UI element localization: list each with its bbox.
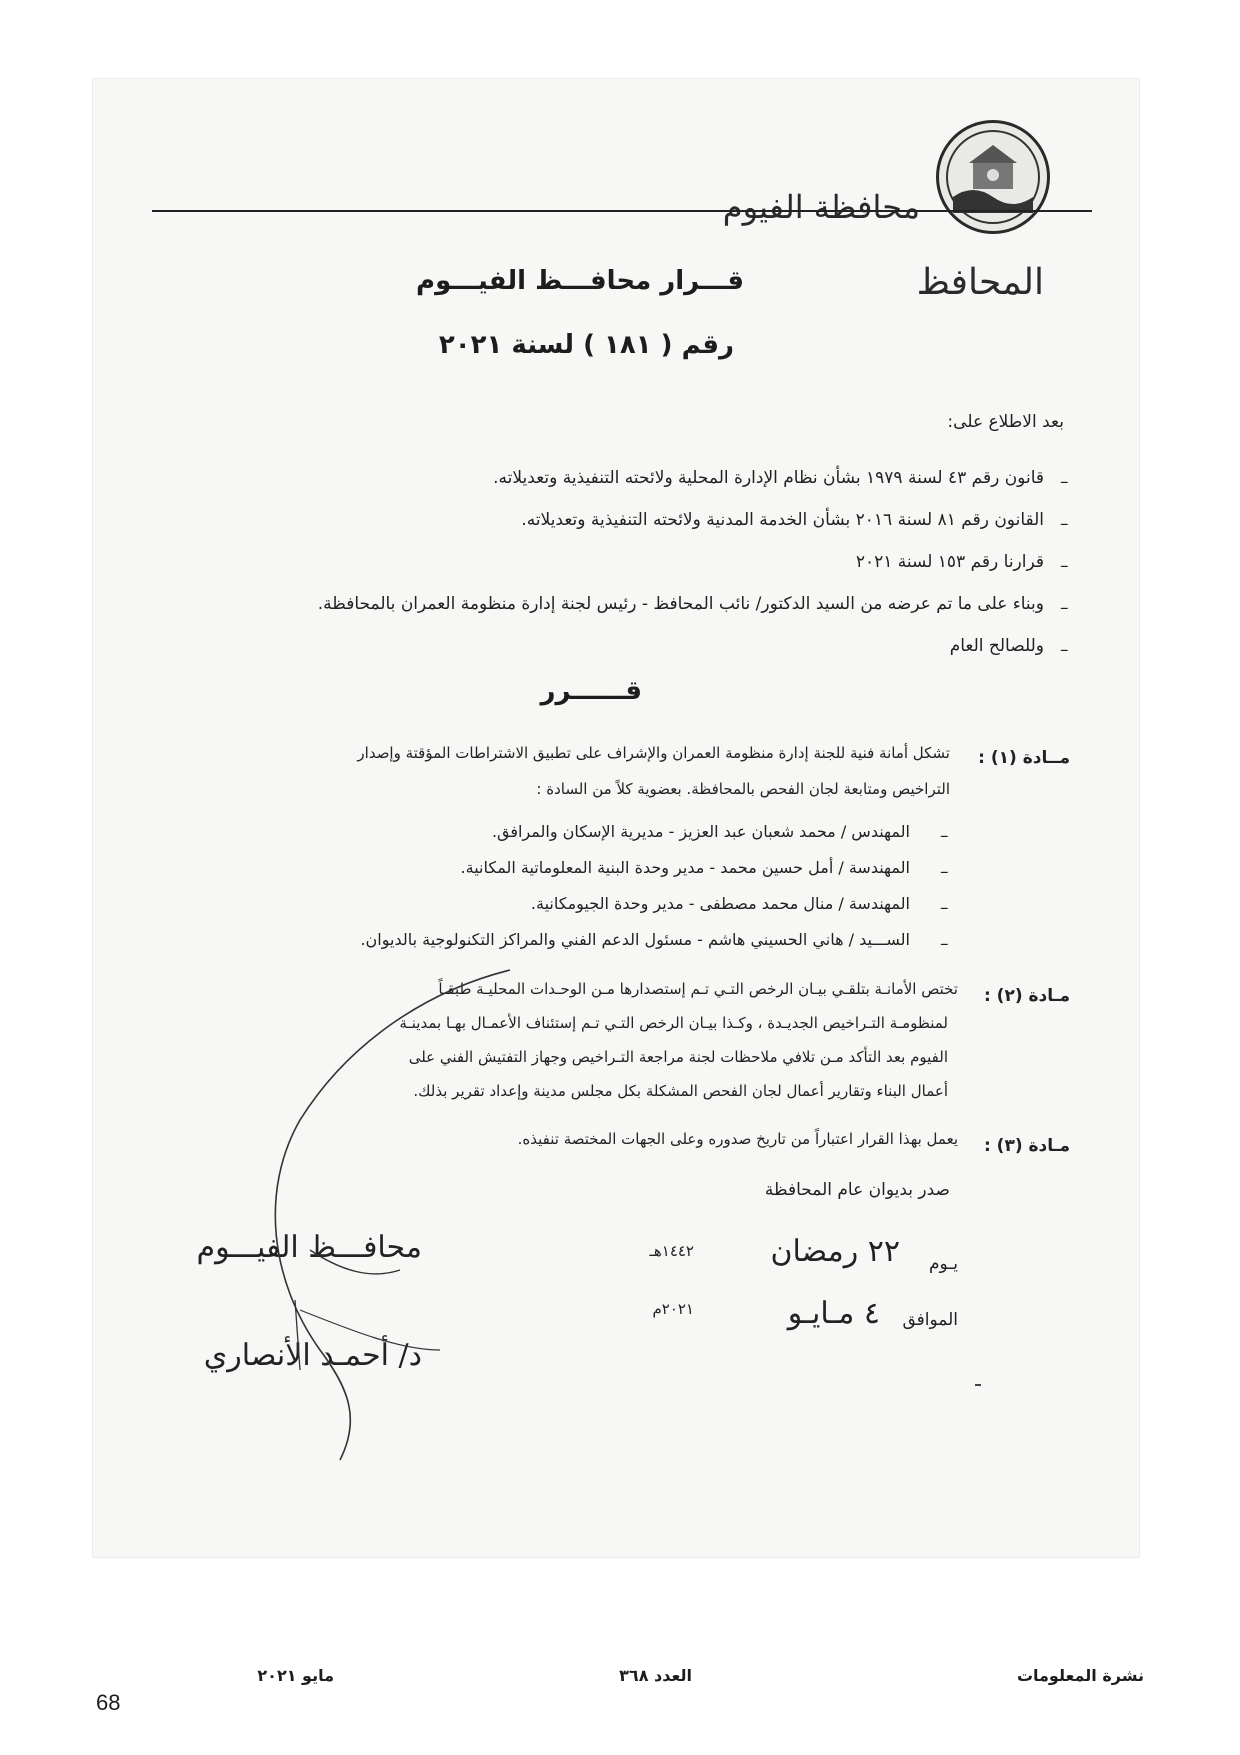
header-divider [152,210,1092,212]
preamble-intro: بعد الاطلاع على: [947,412,1064,432]
bullet-dash: – [1060,598,1069,618]
article-1-line-1: تشكل أمانة فنية للجنة إدارة منظومة العمران والإشراف على تطبيق الاشتراطات المؤقتة وإصدار [357,744,950,762]
bullet-dash: – [1060,514,1069,534]
footer-date: مايو ٢٠٢١ [257,1666,334,1685]
preamble-item-4: وبناء على ما تم عرضه من السيد الدكتور/ نائب المحافظ - رئيس لجنة إدارة منظومة العمران بالمحافظة. [317,594,1044,614]
decree-title: قـــرار محافـــظ الفيـــوم [416,266,744,296]
member-2: المهندسة / أمل حسين محمد - مدير وحدة البنية المعلوماتية المكانية. [460,858,910,877]
gregorian-day: ٤ مـايـو [787,1296,880,1331]
preamble-item-3: قرارنا رقم ١٥٣ لسنة ٢٠٢١ [855,552,1044,572]
governorate-seal-icon [936,120,1050,234]
handwritten-signature [200,950,530,1470]
issued-at: صدر بديوان عام المحافظة [764,1180,950,1200]
mark-dot [975,1384,981,1386]
article-2-line-1: تختص الأمانـة بتلقـي بيـان الرخص التـي تـم إستصدارها مـن الوحـدات المحليـة طبقـاً [438,980,958,998]
bullet-dash: – [940,826,949,846]
article-2-label: مـادة (٢) : [983,986,1070,1006]
hijri-day: ٢٢ رمضان [770,1234,900,1269]
signatory-name: د/ أحمـد الأنصاري [203,1338,422,1373]
bullet-dash: – [1060,640,1069,660]
bullet-dash: – [940,862,949,882]
footer-issue: العدد ٣٦٨ [619,1666,692,1685]
day-label: يـوم [928,1254,958,1274]
article-2-line-3: الفيوم بعد التأكد مـن تلافي ملاحظات لجنة مراجعة التـراخيص وجهاز التفتيش الفني على [408,1048,948,1066]
bullet-dash: – [1060,556,1069,576]
gregorian-year: ٢٠٢١م [652,1300,694,1318]
decree-number: رقم ( ١٨١ ) لسنة ٢٠٢١ [438,330,734,360]
corresponding-label: الموافق [902,1310,958,1330]
member-4: الســـيد / هاني الحسيني هاشم - مسئول الدعم الفني والمراكز التكنولوجية بالديوان. [360,930,910,949]
office-label: المحافظ [916,262,1044,303]
preamble-item-1: قانون رقم ٤٣ لسنة ١٩٧٩ بشأن نظام الإدارة المحلية ولائحته التنفيذية وتعديلاته. [493,468,1044,488]
footer-publication: نشرة المعلومات [1016,1666,1144,1685]
bullet-dash: – [1060,472,1069,492]
preamble-item-2: القانون رقم ٨١ لسنة ٢٠١٦ بشأن الخدمة المدنية ولائحته التنفيذية وتعديلاته. [521,510,1044,530]
article-1-label: مــادة (١) : [978,748,1070,768]
page-number: 68 [96,1690,121,1715]
preamble-item-5: وللصالح العام [949,636,1044,656]
article-3-label: مـادة (٣) : [983,1136,1070,1156]
governorate-name: محافظة الفيوم [722,188,920,226]
bullet-dash: – [940,934,949,954]
article-2-line-2: لمنظومـة التـراخيص الجديـدة ، وكـذا بيـان الرخص التـي تـم إستئناف الأعمـال بهـا بمدينـة [399,1014,948,1032]
member-1: المهندس / محمد شعبان عبد العزيز - مديرية الإسكان والمرافق. [491,822,910,841]
member-3: المهندسة / منال محمد مصطفى - مدير وحدة الجيومكانية. [530,894,910,913]
bullet-dash: – [940,898,949,918]
signatory-title: محافـــظ الفيـــوم [196,1230,422,1265]
article-1-line-2: التراخيص ومتابعة لجان الفحص بالمحافظة. بعضوية كلاً من السادة : [536,780,950,798]
decided-heading: قــــــرر [540,676,642,706]
hijri-year: ١٤٤٢هـ [649,1242,694,1260]
article-3-text: يعمل بهذا القرار اعتباراً من تاريخ صدوره وعلى الجهات المختصة تنفيذه. [517,1130,958,1148]
article-2-line-4: أعمال البناء وتقارير أعمال لجان الفحص المشكلة بكل مجلس مدينة وإعداد تقرير بذلك. [413,1082,948,1100]
